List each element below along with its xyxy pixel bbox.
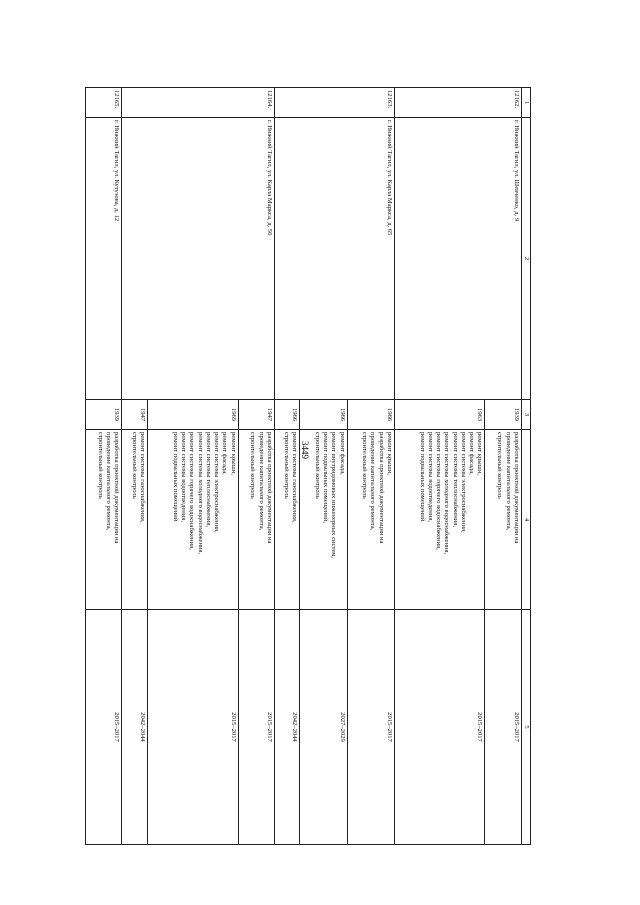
works-line: ремонт системы холодного водоснабжения, — [196, 432, 204, 555]
table-row — [86, 88, 122, 845]
works-line: ремонт системы газоснабжения, — [291, 432, 299, 523]
works-line: разработка проектной документации на — [377, 432, 385, 544]
address-cell: г. Нижний Тагил, ул. Шевченко, д. 9 — [394, 118, 521, 400]
works-line: строительный контроль — [283, 432, 291, 499]
works-line: ремонт системы электроснабжения, — [213, 432, 221, 533]
works-cell — [122, 430, 148, 610]
works-cell — [274, 430, 300, 610]
period-cell: 2015–2017 — [347, 610, 394, 845]
works-line: разработка проектной документации на — [113, 432, 121, 544]
header-row — [521, 88, 530, 845]
period-cell: 2027–2029 — [300, 610, 347, 845]
works-line: ремонт фасада, — [338, 432, 346, 475]
year-cell: 1966 — [274, 400, 300, 430]
works-cell — [485, 430, 521, 610]
works-cell — [300, 430, 347, 610]
works-line: строительный контроль — [130, 432, 138, 499]
works-line: ремонт подвальных помещений, — [322, 432, 330, 523]
works-line: ремонт крыши, — [385, 432, 393, 475]
year-cell: 1966 — [300, 400, 347, 430]
period-cell: 2015–2017 — [86, 610, 122, 845]
works-line: ремонт фасада, — [221, 432, 229, 475]
year-cell: 1969 — [148, 400, 238, 430]
works-line: ремонт системы теплоснабжения, — [451, 432, 459, 527]
row-number-cell: 12165. — [86, 88, 122, 118]
works-line: проведение капитального ремонта, — [105, 432, 113, 531]
address-cell: г. Нижний Тагил, ул. Кутузова, д. 12 — [86, 118, 122, 400]
works-line: проведение капитального ремонта, — [504, 432, 512, 531]
period-cell: 2015–2017 — [148, 610, 238, 845]
works-line: ремонт крыши, — [476, 432, 484, 475]
works-line: ремонт системы водоотведения, — [180, 432, 188, 523]
table-row — [347, 88, 394, 845]
period-cell: 2015–2017 — [394, 610, 484, 845]
works-line: разработка проектной документации на — [512, 432, 520, 544]
works-line: строительный контроль — [96, 432, 104, 499]
works-line: ремонт подвальных помещений — [418, 432, 426, 522]
table-container — [85, 87, 531, 845]
works-line: ремонт внутридомовых инженерных систем, — [330, 432, 338, 559]
works-cell — [86, 430, 122, 610]
header-cell: 3 — [521, 400, 530, 430]
works-line: строительный контроль — [361, 432, 369, 499]
header-cell: 4 — [521, 430, 530, 610]
header-cell: 2 — [521, 118, 530, 400]
works-line: разработка проектной документации на — [265, 432, 273, 544]
table-row — [238, 88, 274, 845]
address-cell: г. Нижний Тагил, ул. Карла Маркса, д. 56 — [122, 118, 274, 400]
works-line: ремонт системы теплоснабжения, — [204, 432, 212, 527]
works-line: строительный контроль — [249, 432, 257, 499]
year-cell: 1966 — [347, 400, 394, 430]
row-number-cell: 12164. — [122, 88, 274, 118]
works-cell — [238, 430, 274, 610]
works-line: проведение капитального ремонта, — [257, 432, 265, 531]
year-cell: 1963 — [394, 400, 484, 430]
repair-schedule-table — [85, 87, 531, 845]
works-cell — [148, 430, 238, 610]
year-cell: 1947 — [238, 400, 274, 430]
page-number: 3449 — [300, 441, 310, 459]
year-cell: 1939 — [86, 400, 122, 430]
row-number-cell: 12163. — [274, 88, 394, 118]
works-line: ремонт системы электроснабжения, — [459, 432, 467, 533]
works-line: строительный контроль — [496, 432, 504, 499]
period-cell: 2042–2044 — [122, 610, 148, 845]
row-number-cell: 12162. — [394, 88, 521, 118]
works-line: ремонт фасада, — [468, 432, 476, 475]
works-line: ремонт системы газоснабжения, — [139, 432, 147, 523]
period-cell: 2015–2017 — [485, 610, 521, 845]
works-line: ремонт крыши, — [229, 432, 237, 475]
works-line: ремонт системы холодного водоснабжения, — [443, 432, 451, 555]
works-line: проведение капитального ремонта, — [369, 432, 377, 531]
works-line: ремонт системы горячего водоснабжения, — [188, 432, 196, 550]
period-cell: 2042–2044 — [274, 610, 300, 845]
works-cell — [347, 430, 394, 610]
works-cell — [394, 430, 484, 610]
year-cell: 1939 — [485, 400, 521, 430]
works-line: ремонт системы водоотведения, — [426, 432, 434, 523]
year-cell: 1947 — [122, 400, 148, 430]
header-cell: 5 — [521, 610, 530, 845]
address-cell: г. Нижний Тагил, ул. Карла Маркса, д. 65 — [274, 118, 394, 400]
works-line: строительный контроль — [313, 432, 321, 499]
header-cell: 1 — [521, 88, 530, 118]
works-line: ремонт подвальных помещений — [171, 432, 179, 522]
works-line: ремонт системы горячего водоснабжения, — [435, 432, 443, 550]
table-row — [485, 88, 521, 845]
period-cell: 2015–2017 — [238, 610, 274, 845]
